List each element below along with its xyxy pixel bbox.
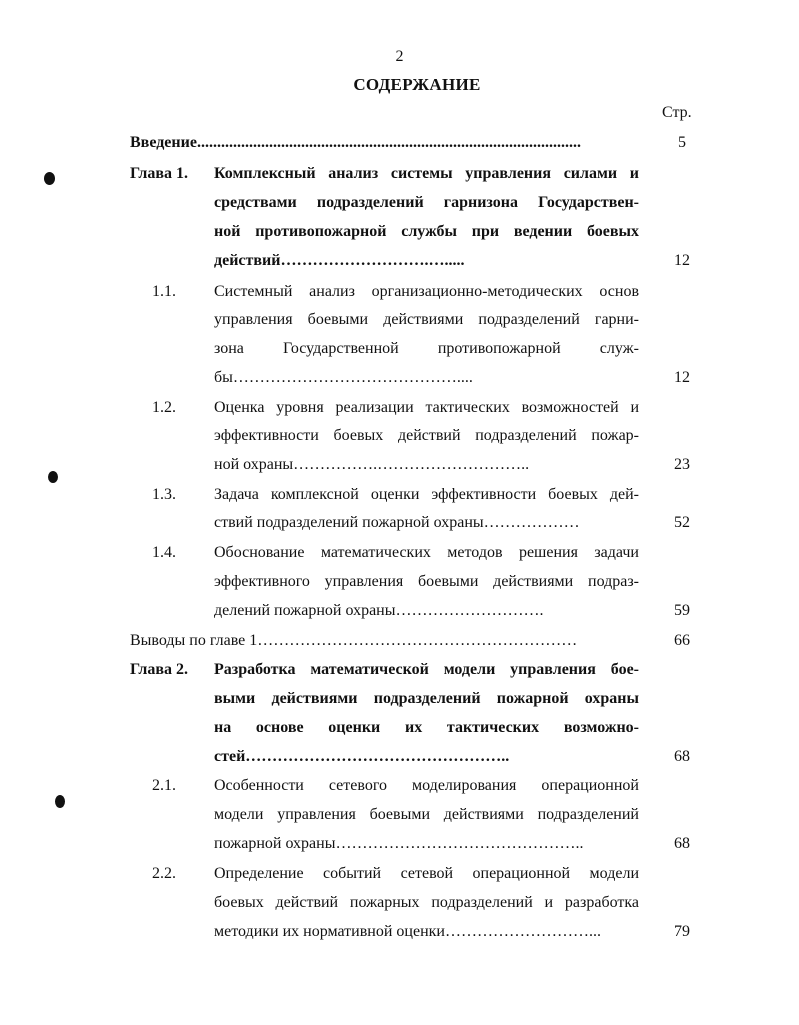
toc-entry-line: ствий подразделений пожарной охраны………………	[214, 514, 580, 531]
toc-entry-line: Системный анализ организационно-методических основ	[214, 283, 639, 300]
toc-entry-line: бы……………………………………....	[214, 369, 473, 386]
scan-hole-mark	[44, 172, 55, 185]
toc-entry-line: стей…………………………………………..	[214, 748, 510, 765]
toc-entry-line: на основе оценки их тактических возможно-	[214, 719, 639, 736]
toc-entry-line: выми действиями подразделений пожарной охраны	[214, 690, 639, 707]
toc-chapter-label: Глава 2.	[130, 661, 188, 678]
toc-entry-line: модели управления боевыми действиями подразделений	[214, 806, 639, 823]
toc-entry-line: пожарной охраны………………………………………..	[214, 835, 584, 852]
toc-entry-line: Оценка уровня реализации тактических возможностей и	[214, 399, 639, 416]
toc-page-number: 12	[674, 252, 690, 269]
toc-entry-line: средствами подразделений гарнизона Государствен-	[214, 194, 639, 211]
scan-hole-mark	[55, 795, 65, 808]
toc-section-label: 1.3.	[152, 486, 176, 503]
toc-entry-line: Комплексный анализ системы управления силами и	[214, 165, 639, 182]
page-column-header: Стр.	[662, 104, 692, 121]
toc-page-number: 12	[674, 369, 690, 386]
toc-entry-line: эффективного управления боевыми действиями подраз-	[214, 573, 639, 590]
toc-page-number: 79	[674, 923, 690, 940]
toc-conclusions-line: Выводы по главе 1……………………………………………………	[130, 632, 578, 649]
toc-entry-line: Обоснование математических методов решения задачи	[214, 544, 639, 561]
toc-section-label: 1.1.	[152, 283, 176, 300]
toc-page-number: 68	[674, 748, 690, 765]
toc-page-number: 59	[674, 602, 690, 619]
toc-page-number: 23	[674, 456, 690, 473]
page-title: СОДЕРЖАНИЕ	[353, 75, 481, 94]
toc-entry-line: эффективности боевых действий подразделений пожар-	[214, 427, 639, 444]
page-number: 2	[395, 48, 404, 65]
toc-section-label: 2.2.	[152, 865, 176, 882]
toc-page-number: 5	[678, 134, 686, 151]
toc-section-label: 1.2.	[152, 399, 176, 416]
toc-entry-line: Задача комплексной оценки эффективности боевых дей-	[214, 486, 639, 503]
toc-entry-line: действий……………………….….....	[214, 252, 465, 269]
toc-entry-line: ной противопожарной службы при ведении боевых	[214, 223, 639, 240]
toc-entry-line: делений пожарной охраны……………………….	[214, 602, 544, 619]
toc-entry-line: Определение событий сетевой операционной модели	[214, 865, 639, 882]
toc-section-label: 1.4.	[152, 544, 176, 561]
toc-entry-line: Особенности сетевого моделирования операционной	[214, 777, 639, 794]
toc-entry-line: методики их нормативной оценки………………………...	[214, 923, 601, 940]
toc-intro-line: Введение................................................................................................	[130, 134, 581, 151]
toc-page-number: 68	[674, 835, 690, 852]
toc-entry-line: зона Государственной противопожарной служ-	[214, 340, 639, 357]
toc-entry-line: ной охраны…………….………………………..	[214, 456, 530, 473]
toc-entry-line: управления боевыми действиями подразделений гарни-	[214, 311, 639, 328]
toc-page-number: 52	[674, 514, 690, 531]
toc-entry-line: боевых действий пожарных подразделений и разработка	[214, 894, 639, 911]
scan-hole-mark	[48, 471, 58, 483]
toc-page-number: 66	[674, 632, 690, 649]
toc-entry-line: Разработка математической модели управления бое-	[214, 661, 639, 678]
toc-section-label: 2.1.	[152, 777, 176, 794]
toc-chapter-label: Глава 1.	[130, 165, 188, 182]
